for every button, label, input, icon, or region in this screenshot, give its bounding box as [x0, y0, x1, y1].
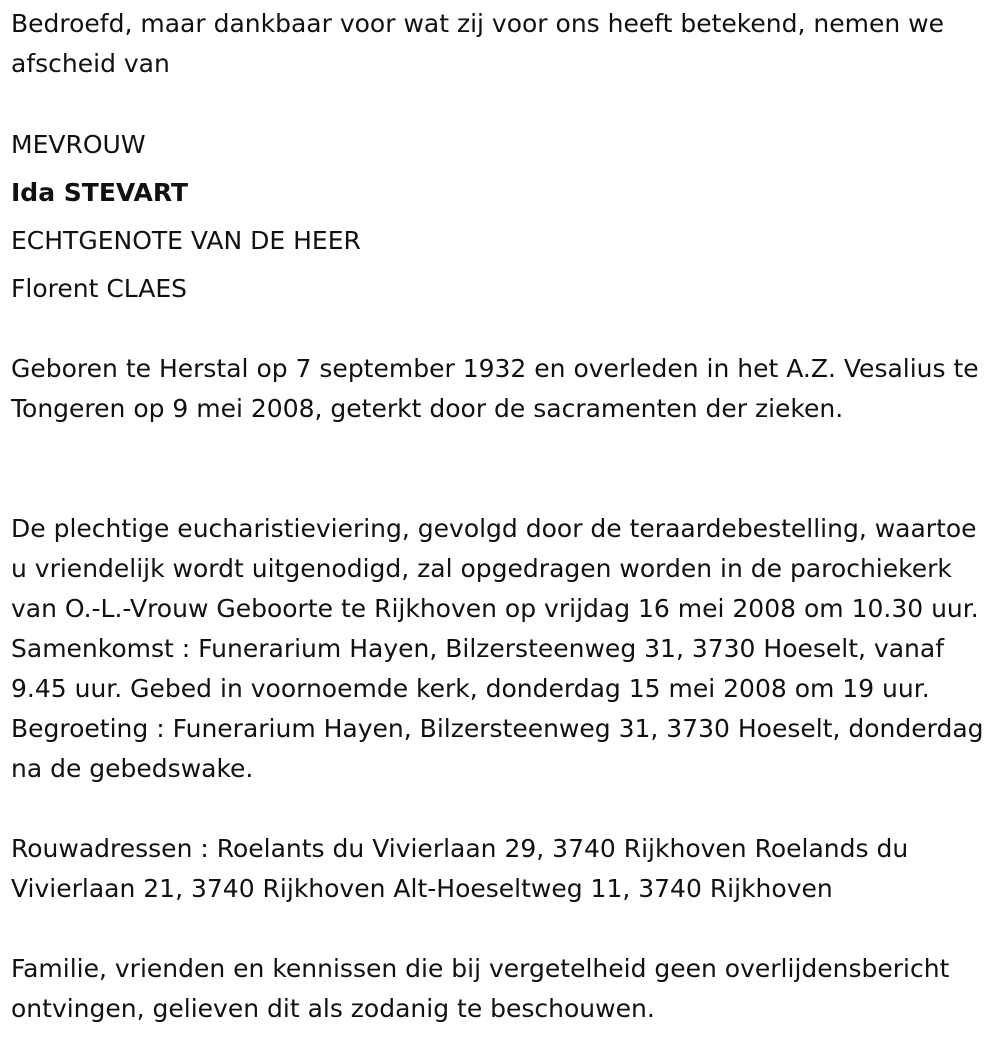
- birth-death-paragraph: Geboren te Herstal op 7 september 1932 en overleden in het A.Z. Vesalius te Tongeren op 9 mei 2008, geterkt door de sacramenten der zieken.: [11, 354, 979, 423]
- spouse-name: Florent CLAES: [11, 274, 188, 303]
- addresses-paragraph: Rouwadressen : Roelants du Vivierlaan 29, 3740 Rijkhoven Roelands du Vivierlaan 21, 3740 Rijkhoven Alt-Hoeseltweg 11, 3740 Rijkhoven: [11, 834, 909, 903]
- honorific: MEVROUW: [11, 130, 146, 159]
- closing-paragraph: Familie, vrienden en kennissen die bij vergetelheid geen overlijdensbericht ontvingen, gelieven dit als zodanig te beschouwen.: [11, 954, 950, 1023]
- spouse-label: ECHTGENOTE VAN DE HEER: [11, 226, 361, 255]
- deceased-name: Ida STEVART: [11, 178, 189, 207]
- intro-paragraph: Bedroefd, maar dankbaar voor wat zij voor ons heeft betekend, nemen we afscheid van: [11, 9, 944, 78]
- ceremony-paragraph: De plechtige eucharistieviering, gevolgd door de teraardebestelling, waartoe u vriendelijk wordt uitgenodigd, zal opgedragen worden in de parochiekerk van O.-L.-Vrouw Geboorte te Rijkhoven op vrijdag 16 mei 2008 om 10.30 uur. Samenkomst : Funerarium Hayen, Bilzersteenweg 31, 3730 Hoeselt, vanaf 9.45 uur. Gebed in voornoemde kerk, donderdag 15 mei 2008 om 19 uur. Begroeting : Funerarium Hayen, Bilzersteenweg 31, 3730 Hoeselt, donderdag na de gebedswake.: [11, 514, 984, 783]
